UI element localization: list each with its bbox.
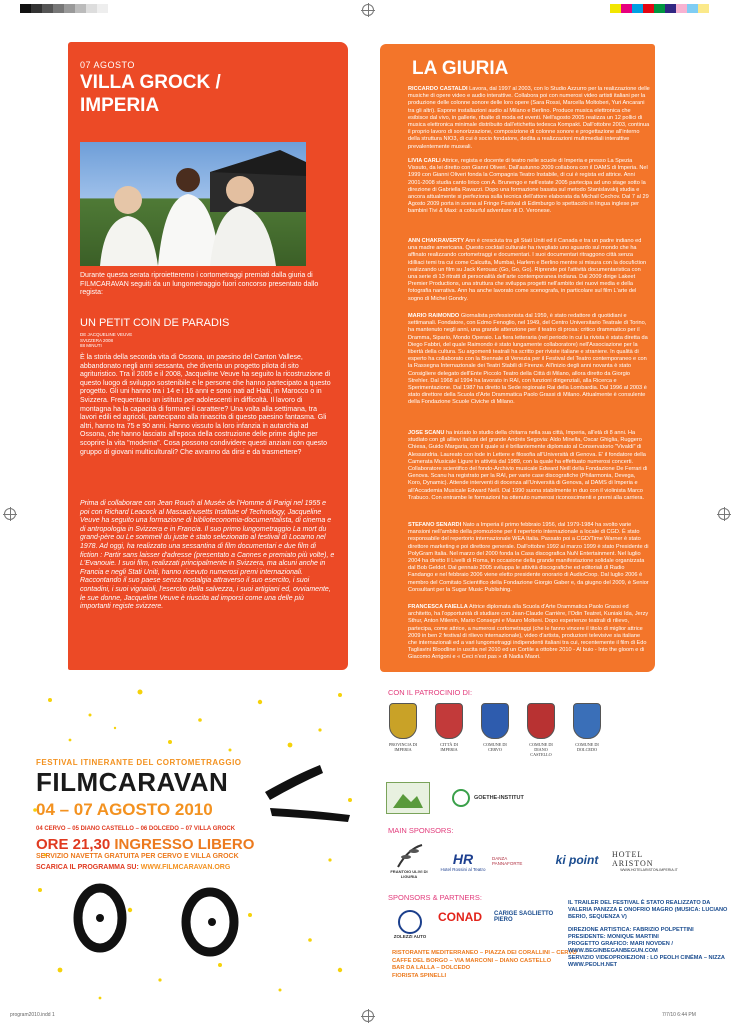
jury-name: STEFANO SENARDI xyxy=(408,522,462,528)
registration-mark-bottom xyxy=(362,1010,374,1022)
venue-item: BAR DA LALLA – DOLCEDO xyxy=(392,965,471,971)
festival-name: FILMCARAVAN xyxy=(36,767,229,797)
jury-bio: Nato a Imperia il primo febbraio 1956, dal 1979-1984 ha svolto varie mansioni nell'ambito della promozione per il repertorio internazionale a locale di CGD. È stato responsabile del repertorio internazionale WEA Italia. Passato poi a CGD/Time Warner è stato direttore marketing e poi direttore generale. Dall'ottobre 1992 al marzo 1999 è stato Presidente di PolyGram Italia. Nel marzo del 2000 fonda la Casa discografica NuN Entertainment. Nel luglio 2004 ha diretto Il Livelli di Roma, in occasione della grande manifestazione solidale organizzata dal Bob Geldof. Dal gennaio 2005 sviluppa le attività discografiche ed editoriali di Radio Fandango e nel febbraio 2006 viene eletto presidente onorario di AudioCoop. Dal luglio 2006 è membro del Comitato Scientifico della Fondazione Giorgio Gaber e, da giugno del 2009, è Senior Consultant per la Sugar Music Publishing. xyxy=(408,522,649,593)
download-label: SCARICA IL PROGRAMMA SU: xyxy=(36,864,139,871)
festival-dates: 04 – 07 AGOSTO 2010 xyxy=(36,800,213,819)
venue-item: CAFFE DEL BORGO – VIA MARCONI – DIANO CASTELLO xyxy=(392,957,552,964)
jury-member xyxy=(408,522,650,594)
patronage-crests xyxy=(386,703,604,757)
festival-free-entry: INGRESSO LIBERO xyxy=(114,836,255,853)
patronage-heading: CON IL PATROCINIO DI: xyxy=(388,688,473,697)
vw-logo-icon xyxy=(398,910,422,934)
partner-conad: CONAD xyxy=(438,910,482,924)
jury-bio: Attrice diplomata alla Scuola d'Arte Drammatica Paolo Grassi ed architetto, ha l'opportunità di studiare con Jean-Claude Carrière, l'Odin Teatret, Kuniaki Ida, Jerzy Sthur, Anton Milenin, Mario Consegni e Mauro Molteni. Dopo esperienze teatrali di rilievo, partecipa, come attrice, a numerosi cortometraggi (che le fanno vincere il titolo di miglior attrice 2009 in ben 2 festival di rilievo internazionale), video d'artista, produzioni televisive sia italiane che internazionali ed a vari lungometraggi indipendenti italiani tra cui, recentemente il film di Edo Tagliavini Bloodline in uscita nel 2010 ed un Cortile a ottobre 2010 - Al buio - Into the gloom e di Giacomo Arrigoni e « Ceci n'est pas » di Nadia Maori. xyxy=(408,604,649,661)
festival-download xyxy=(36,864,230,871)
event-date: 07 AGOSTO xyxy=(80,60,135,70)
jury-title: LA GIURIA xyxy=(412,58,509,79)
intro-text: Durante questa serata riproietteremo i cortometraggi premiati dalla giuria di FILMCARAVAN seguiti da un lungometraggio fuori concorso presentato dallo regista: xyxy=(80,272,319,296)
registration-mark-top xyxy=(362,4,374,16)
event-header xyxy=(80,60,335,116)
jury-name: ANN CHAKRAVERTY xyxy=(408,238,465,244)
goethe-label: GOETHE-INSTITUT xyxy=(474,795,524,801)
jury-name: FRANCESCA FAIELLA xyxy=(408,604,468,610)
goethe-logo xyxy=(452,788,532,808)
sponsor-danza: DANZA PANNAFORTE xyxy=(492,856,523,866)
film-director: DE JACQUELINE VEUVE xyxy=(80,332,133,337)
three-men-photo xyxy=(80,142,306,266)
coat-of-arms-icon xyxy=(481,703,509,739)
crest-comune-diano-castello: COMUNE DI DIANO CASTELLO xyxy=(524,703,558,757)
jury-member xyxy=(408,604,650,662)
artistic-direction-credit: DIREZIONE ARTISTICA: FABRIZIO POLPETTINI xyxy=(568,927,694,933)
crest-comune-cervo: COMUNE DI CERVO xyxy=(478,703,512,757)
registration-mark-left xyxy=(4,508,16,520)
film-credits xyxy=(80,332,132,349)
jury-bio: Ann è cresciuta tra gli Stati Uniti ed il Canada e tra un padre indiano ed una madre americana. Questo cocktail culturale ha rivegliato uno sguardo sul mondo che ha affinato realizzando cortometraggi e documentari. I suoi documentari ritraggono città senza idilliaci temi tra cui come Calcutta, Mumbai, Harlem e Berlino mentre si misura con la docufiction realizzando un film su Jack Kerouac (Go, Go, Go). Riprende poi l'attività documentaristica con una serie di 13 ritratti di personalità dell'arte contemporanea indiana. Dal 2009 dirige Lakeet Premier Productions, una struttura che sviluppa progetti nell'ambito dei nuovi media e della fotografia narrativa. Ann ha anche lavorato come scenografa, in particolare sul film L'arte del sogno di Michel Gondry. xyxy=(408,238,647,302)
jury-member xyxy=(408,86,650,151)
festival-subtitle: FESTIVAL ITINERANTE DEL CORTOMETRAGGIO xyxy=(36,758,242,767)
event-title-line2: IMPERIA xyxy=(80,95,160,116)
jury-name: RICCARDO CASTALDI xyxy=(408,86,468,92)
graphic-design-credit: PROGETTO GRAFICO: MARI NOVDEN / WWW.BEGINBEGANBEGUN.COM xyxy=(568,941,673,954)
sponsor-hotel-ariston: HOTEL ARISTON WWW.HOTELARISTON-IMPERIA.IT xyxy=(612,850,678,872)
sponsor-frantoio: FRANTOIO ULIVI DI LIGURIA xyxy=(386,840,432,882)
film-duration: 88 MINUTI xyxy=(80,343,102,348)
film-title: UN PETIT COIN DE PARADIS xyxy=(80,317,230,329)
footer-date: 7/7/10 6:44 PM xyxy=(662,1012,696,1018)
jury-bio: ha iniziato lo studio della chitarra nella sua città, Imperia, all'età di 8 anni. Ha studiato con gli allievi italiani del grande Andrés Segovia: Aldo Minella, Oscar Ghiglia, Ruggero Chiesa, Guido Margaria, con il quale si è brillantemente diplomato al Conservatorio "Vivaldi" di Alessandria. Laureato con lode in Lettere e filosofia all'Università di Genova. E' il fondatore della Camerata Musicale Ligure in attività dal 1989, con la quale ha effettuato numerosi concerti. Collaboratore scientifico del fondo-Archivio musicale Edward Neill della Fondazione De Ferrari di Genova. Scanu ha registrato per la RAI, per varie case discografiche (Philarmonia, Devega, Koro, Dynamic). Attende interventi di docenza all'Università di Genova, al DAMS di Imperia e all'Accademia Musicale Edward Neill. Dal 1990 suona stabilmente in duo con il violinista Marco Trabuco. Con entrambe le formazioni ha ottenuto numerosi riconoscimenti e premi alla carriera. xyxy=(408,430,648,501)
footer-filename: program2010.indd 1 xyxy=(10,1012,55,1018)
festival-hour: ORE 21,30 xyxy=(36,836,111,853)
hr-logo-icon: HR xyxy=(452,850,474,867)
venue-item: FIORISTA SPINELLI xyxy=(392,972,447,979)
festival-time xyxy=(36,836,254,853)
video-projection-credit: SERVIZIO VIDEOPROIEZIONI : LO PEOLH CINÉMA – NIZZA WWW.PEOLH.NET xyxy=(568,955,725,968)
jury-name: LIVIA CARLI xyxy=(408,158,441,164)
festival-credits xyxy=(568,900,728,969)
jury-name: JOSE SCANU xyxy=(408,430,445,436)
color-bar-right xyxy=(610,4,709,13)
director-bio: Prima di collaborare con Jean Rouch al Musée de l'Homme di Parigi nel 1955 e poi con Richard Leacock al Massachusetts Institute of Technology, Jacqueline Veuve ha seguito una formazione di biblioteconomia-documentalista, di cinema e di antropologia in Svizzera e in Francia. Il suo primo lungometraggio La mort du grand-père ou Le sommeil du juste è stato selezionato al festival di Locarno nel 1978. Ad oggi, ha realizzato una sessantina di film documentari e due film di fiction : Partir sans laisser d'adresse (presentato a Cannes e premiato più volte), e L'Evanouie. I suoi film, realizzati principalmente in Svizzera, ma alcuni anche in Francia e negli Stati Uniti, hanno ricevuto numerosi premi internazionali. Raccontando il suo paese senza nostalgia attraverso il suo esercito, i suoi contadini, i suoi vignaioli, l'esercito della salvezza, i suoi artigiani ed, ovviamente, le sue donne, Jacqueline Veuve è riuscita ad imporsi come una delle più importanti registe svizzere. xyxy=(80,500,335,611)
color-bar-left xyxy=(20,4,108,13)
sponsor-hotel-rossini: HR Hotel Rossini al Teatro xyxy=(440,850,486,872)
festival-shuttle: SERVIZIO NAVETTA GRATUITA PER CERVO E VILLA GROCK xyxy=(36,853,239,860)
coat-of-arms-icon xyxy=(527,703,555,739)
partners-heading: SPONSORS & PARTNERS: xyxy=(388,893,482,902)
trailer-credit: IL TRAILER DEL FESTIVAL È STATO REALIZZATO DA VALERIA PANIZZA E ONOFRIO MAGRO (MUSICA: LUCIANO BERIO, SEQUENZA V) xyxy=(568,900,728,920)
crest-provincia-imperia: PROVINCIA DI IMPERIA xyxy=(386,703,420,757)
coat-of-arms-icon xyxy=(389,703,417,739)
jury-member xyxy=(408,313,650,407)
partner-zolezzi: ZOLEZZI AUTO xyxy=(390,906,430,942)
crest-citta-imperia: CITTÀ DI IMPERIA xyxy=(432,703,466,757)
landscape-icon xyxy=(393,788,423,808)
jury-bio: Lavora, dal 1997 al 2003, con lo Studio Azzurro per la realizzazione delle musiche di opere video e audio interattive. Collabora poi con numerosi video artisti italiani per la produzione delle colonne sonore delle loro opere (Sara Rossi, Marcella Moltoberi, Yuri Ancarani tra gli altri). Espone installazioni audio al Milano e Berlino. Produce musica elettronica che esibisce dal vivo, in gallerie, ribalte di moda ed eventi. Nell'agosto 2005 realizza un 12 pollici di musica elettronica minimale distribuito dall'etichetta tedesca Kompakt. Dall'ottobre 2003, continua il proprio lavoro di sonorizzazione, composizione di colonne sonore e progettazione all'interno della struttura NIO3, di cui è socio fondatore, dedita a realizzazioni multimediali interattive prevalentemente museali. xyxy=(408,86,650,150)
festival-website-link[interactable]: WWW.FILMCARAVAN.ORG xyxy=(140,864,231,871)
regional-logo xyxy=(386,782,430,814)
venue-item: RISTORANTE MEDITERRANEO – PIAZZA DEI CORALLINI – CERVO xyxy=(392,950,577,956)
goethe-circle-icon xyxy=(452,789,470,807)
film-country-year: SVIZZERA 2008 xyxy=(80,337,114,343)
event-photo xyxy=(80,142,306,266)
event-title-line1: VILLA GROCK / xyxy=(80,72,221,93)
jury-name: MARIO RAIMONDO xyxy=(408,313,460,319)
festival-places: 04 CERVO – 05 DIANO CASTELLO – 06 DOLCEDO – 07 VILLA GROCK xyxy=(36,826,236,832)
main-sponsors-heading: MAIN SPONSORS: xyxy=(388,826,454,835)
coat-of-arms-icon xyxy=(435,703,463,739)
crest-comune-dolcedo: COMUNE DI DOLCEDO xyxy=(570,703,604,757)
partner-carige: CARIGE SAGLIETTO PIERO xyxy=(494,911,554,923)
registration-mark-right xyxy=(718,508,730,520)
jury-member xyxy=(408,238,650,303)
olive-branch-icon xyxy=(394,843,424,869)
jury-bio: Attrice, regista e docente di teatro nelle scuole di Imperia e presso La Spezia Vissuto, da lei diretto con Gianni Oliveri. Dall'autunno 2009 collabora con il DAMS di Imperia. Nel 1999 con Gianni Oliveri fonda la Compagnia Teatro Instabile, di cui è regista ed attrice. Anni 2001-2008 studia canto lirico con A. Brunengo e nell'estate 2005 partecipa ad uno stage sotto la direzione di Gabriella Ravazzi. Dopo una formazione basata sul metodo Stanislavskij studia e ancora attualmente si perfeziona sulla tecnica dell'attore elaborata da Michail Cechov. Dal 7 al 29 Agosto 2009 porta in scena al Fringe Festival di Edimburgo lo spettacolo in lingua inglese per bambini Tivi & Maxi: a colourful adventure di D. Veronese. xyxy=(408,158,649,215)
sponsor-ki-point: ki point xyxy=(555,853,599,867)
president-credit: PRESIDENTE: MONIQUE MARTINI xyxy=(568,934,659,940)
film-synopsis: È la storia della seconda vita di Ossona, un paesino del Canton Vallese, abbandonato negli anni sessanta, che diventa un progetto pilota di sito agrituristico. Tra il 2005 e il 2008, Jacqueline Veuve ha seguito la ricostruzione di questo luogo di sviluppo sostenibile e le persone che hanno partecipato a questo progetto. Gli uni hanno tra i 14 e i 16 anni e sono nati ad Haiti, in Marocco o in Svizzera. Frequentano un istituto per adolescenti in difficoltà. Il lavoro di montagna ha la capacità di formare il carattere? Una volta alla settimana, tra lavori edili ed agricoli, partecipano alla rinascita di questo paesino fantasma. Gli altri, hanno tra 75 e 90 anni. Hanno vissuto la loro infanzia in autarchia ad Ossona, che hanno lasciato all'epoca della costruzione delle prime dighe per scoprire la vita "moderna". Cosa possono condividere questi anziani con questo gruppo di giovani multiculturali? Che avranno da dirsi e da trasmettere? xyxy=(80,354,331,456)
jury-member xyxy=(408,158,650,216)
jury-member xyxy=(408,430,650,502)
partner-venues xyxy=(392,950,577,980)
coat-of-arms-icon xyxy=(573,703,601,739)
jury-bio: Giornalista professionista dal 1959, è stato redattore di quotidiani e settimanali. Fondatore, con Edmo Fenoglio, nel 1949, del Centro Universitario Teatrale di Torino, ha mantenuto negli anni, una grande attenzione per il teatro di prosa: critico drammatico per il Dramma, Sipario, Mondo Operaio. La fiera letteraria (nel periodo in cui la rivista è stata diretta da Diego Fabbri, del quale Raimondo è stato lungamente collaboratore) nell'Associazione per la libertà della cultura. Su argomenti teatrali ha scritto per riviste italiane e straniere. In qualità di esperto ha collaborato con la Biennale di Venezia per il Festival del Teatro contemporaneo e con la Rassegna Internazionale dei Teatri Stabili di Firenze. All'inizio degli anni novanta è stato Consigliere delegato dell'Ente Piccolo Teatro della Città di Milano, allora diretto da Giorgio Strehler. Dal 1968 al 1994 ha lavorato in RAI, con funzioni dirigenziali, alla Ricerca e Sperimentazione. Dal 1987 ha diretto la Sede regionale Rai della Lombardia. Dal 1996 al 2003 è stato direttore della Scuola d'Arte Drammatica Paolo Grassi di Milano. Attualmente è consulente della Fondazione Scuole Civiche di Milano. xyxy=(408,313,648,406)
